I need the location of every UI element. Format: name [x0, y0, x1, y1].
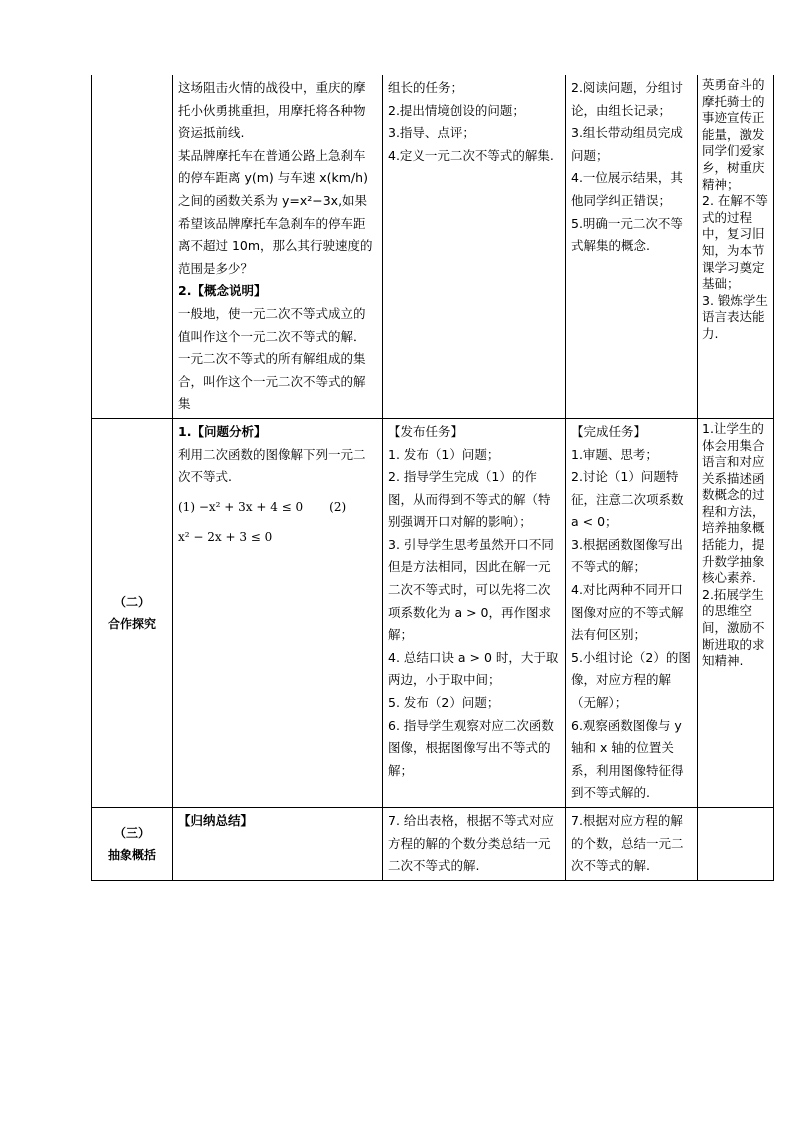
stage-cell: [92, 808, 173, 881]
stage-name: 抽象概括: [107, 847, 156, 862]
student-activity-cell: [566, 418, 698, 807]
stage-cell: [92, 75, 173, 418]
student-item: 2.阅读问题，分组讨论，由组长记录；: [571, 80, 683, 118]
student-item: 4.一位展示结果，其他同学纠正错误；: [571, 170, 683, 208]
teacher-item: 组长的任务；: [388, 80, 464, 95]
student-item: 3.根据函数图像写出不等式的解；: [571, 536, 683, 575]
teacher-item: 2.提出情境创设的问题；: [388, 102, 525, 118]
content-cell: [173, 418, 383, 807]
lesson-plan-table: [91, 75, 774, 881]
summary-heading: 【归纳总结】: [178, 813, 254, 828]
goal-item: 2.拓展学生的思维空间，激励不断进取的求知精神.: [702, 586, 765, 669]
teacher-item: 4.定义一元二次不等式的解集.: [388, 147, 554, 163]
student-item: 5.明确一元二次不等式解集的概念.: [571, 215, 683, 254]
table-row: [92, 75, 774, 418]
design-intent-cell: [698, 418, 774, 807]
teacher-item: 5. 发布（2）问题；: [388, 695, 500, 711]
teacher-activity-cell: [383, 418, 566, 807]
content-paragraph: 一般地，使一元二次不等式成立的值叫作这个一元二次不等式的解．一元二次不等式的所有解组成的集合，叫作这个一元二次不等式的解集: [178, 305, 366, 412]
goal-item: 英勇奋斗的摩托骑士的事迹宣传正能量，激发同学们爱家乡，树重庆精神；: [702, 77, 765, 192]
inequality-line: [178, 495, 377, 519]
student-activity-cell: [566, 808, 698, 881]
student-item: 6.观察函数图像与 y 轴和 x 轴的位置关系，利用图像特征得到不等式解的.: [571, 717, 684, 801]
design-intent-cell: [698, 808, 774, 881]
teacher-item: 4. 总结口诀 a > 0 时，大于取两边，小于取中间；: [388, 649, 559, 688]
content-cell: [173, 75, 383, 418]
table-row: [92, 808, 774, 881]
goal-item: 3. 锻炼学生语言表达能力.: [702, 292, 768, 341]
teacher-heading: 【发布任务】: [388, 423, 464, 439]
teacher-item: 6. 指导学生观察对应二次函数图像，根据图像写出不等式的解；: [388, 717, 554, 778]
content-paragraph: 某品牌摩托车在普通公路上急刹车的停车距离 y(m) 与车速 x(km/h) 之间的函数关系为 y=x²−3x,如果希望该品牌摩托车急刹车的停车距离不超过 10m，那么其行驶速度的范围是多少？: [178, 147, 373, 276]
goal-item: 1.让学生的体会用集合语言和对应关系描述函数概念的过程和方法，培养抽象概括能力，提升数学抽象核心素养.: [702, 420, 765, 586]
inequality-2: x² − 2x + 3 ≤ 0: [178, 529, 273, 544]
inequality-2-label: (2): [329, 499, 347, 514]
teacher-item: 7. 给出表格，根据不等式对应方程的解的个数分类总结一元二次不等式的解.: [388, 813, 554, 874]
teacher-item: 1. 发布（1）问题；: [388, 446, 500, 462]
student-item: 2.讨论（1）问题特征，注意二次项系数 a < 0；: [571, 469, 684, 530]
concept-heading: 2.【概念说明】: [178, 283, 267, 299]
teacher-item: 2. 指导学生完成（1）的作图，从而得到不等式的解（特别强调开口对解的影响）；: [388, 469, 551, 530]
design-intent-cell: [698, 75, 774, 418]
teacher-activity-cell: [383, 808, 566, 881]
student-item: 7.根据对应方程的解的个数，总结一元二次不等式的解.: [571, 813, 684, 874]
stage-number: （二）: [113, 594, 150, 609]
inequality-1: (1) −x² + 3x + 4 ≤ 0: [178, 499, 304, 514]
table-row: [92, 418, 774, 807]
teacher-activity-cell: [383, 75, 566, 418]
content-cell: [173, 808, 383, 881]
student-activity-cell: [566, 75, 698, 418]
content-paragraph: 这场阻击火情的战役中，重庆的摩托小伙勇挑重担，用摩托将各种物资运抵前线.: [178, 80, 366, 141]
teacher-item: 3. 引导学生思考虽然开口不同但是方法相同，因此在解一元二次不等式时，可以先将二次项系数化为 a > 0，再作图求解；: [388, 536, 554, 643]
teacher-item: 3.指导、点评；: [388, 125, 475, 141]
goal-item: 2. 在解不等式的过程中，复习旧知，为本节课学习奠定基础；: [702, 193, 768, 292]
stage-number: （三）: [113, 825, 150, 840]
content-paragraph: 利用二次函数的图像解下列一元二次不等式.: [178, 446, 366, 485]
student-item: 1.审题、思考；: [571, 446, 658, 462]
student-item: 4.对比两种不同开口图像对应的不等式解法有何区别；: [571, 582, 684, 643]
student-item: 5.小组讨论（2）的图像，对应方程的解（无解）；: [571, 649, 691, 711]
stage-name: 合作探究: [107, 616, 156, 631]
stage-cell: [92, 418, 173, 807]
problem-analysis-heading: 1.【问题分析】: [178, 423, 267, 439]
student-heading: 【完成任务】: [571, 423, 647, 439]
student-item: 3.组长带动组员完成问题；: [571, 125, 683, 163]
